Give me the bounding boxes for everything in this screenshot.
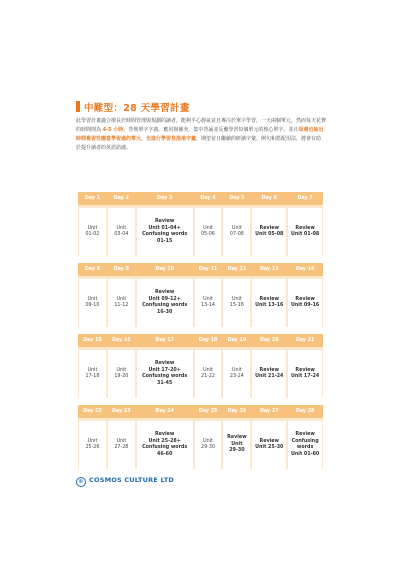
plan-title bbox=[76, 100, 190, 114]
day-task-cell: Unit 01-02 bbox=[79, 208, 106, 256]
day-header: Day 26 bbox=[227, 409, 247, 414]
day-header: Day 17 bbox=[155, 338, 174, 343]
day-header: Day 5 bbox=[229, 196, 245, 201]
week-task-row bbox=[78, 276, 323, 327]
day-task-cell: Review Unit 13-16 bbox=[252, 279, 286, 327]
week-header-row bbox=[78, 263, 323, 276]
day-task-cell: Unit 05-06 bbox=[195, 208, 222, 256]
intro-highlight-review: 每週也抽出時間複習性應當學習過的單元，也進行學習易混淆字彙 bbox=[76, 127, 324, 142]
week-task-row bbox=[78, 347, 323, 398]
day-header: Day 7 bbox=[297, 196, 313, 201]
day-header: Day 3 bbox=[157, 196, 173, 201]
week-block bbox=[78, 192, 323, 256]
day-task-cell: Unit 29-30 bbox=[195, 421, 222, 469]
day-task-cell: Unit 27-28 bbox=[108, 421, 135, 469]
day-header: Day 1 bbox=[84, 196, 101, 201]
intro-text-1: 此學習計畫適合擅長於時間管理與規劃的讀者，能夠平心靜氣並且專注於單字學習，一天兩個單元，然而每天花費的時間則為 bbox=[76, 118, 327, 133]
day-task-cell: Unit 11-12 bbox=[108, 279, 135, 327]
day-header: Day 24 bbox=[155, 409, 174, 414]
schedule-table bbox=[78, 192, 323, 476]
day-task-cell: Unit 09-10 bbox=[79, 279, 106, 327]
day-header: Day 22 bbox=[83, 409, 102, 414]
day-header: Day 12 bbox=[227, 267, 247, 272]
week-block bbox=[78, 334, 323, 398]
week-task-row bbox=[78, 418, 323, 469]
day-task-cell: Unit 07-08 bbox=[223, 208, 250, 256]
day-task-cell: Unit 15-16 bbox=[223, 279, 250, 327]
day-task-cell: Unit 03-04 bbox=[108, 208, 135, 256]
day-task-cell: Review Confusing words Unit 01-60 bbox=[288, 421, 322, 469]
day-header: Day 27 bbox=[259, 409, 279, 414]
week-header-row bbox=[78, 405, 323, 418]
publisher-footer bbox=[76, 476, 174, 487]
intro-paragraph bbox=[76, 117, 326, 153]
day-header: Day 19 bbox=[227, 338, 247, 343]
day-header: Day 23 bbox=[112, 409, 131, 414]
day-task-cell: Review Unit 29-30 bbox=[223, 421, 250, 469]
day-task-cell: Unit 19-20 bbox=[108, 350, 135, 398]
day-task-cell: Review Unit 01-04+ Confusing words 01-15 bbox=[137, 208, 193, 256]
day-task-cell: Unit 23-24 bbox=[223, 350, 250, 398]
day-task-cell: Review Unit 17-24 bbox=[288, 350, 322, 398]
day-task-cell: Review Unit 21-24 bbox=[252, 350, 286, 398]
day-task-cell: Review Unit 05-08 bbox=[252, 208, 286, 256]
day-header: Day 20 bbox=[259, 338, 279, 343]
day-header: Day 21 bbox=[295, 338, 315, 343]
copyright-icon: © bbox=[76, 477, 86, 487]
plan-title-text: 中難型：28 天學習計畫 bbox=[84, 103, 190, 114]
week-block bbox=[78, 405, 323, 469]
intro-text-3: ，期望並且繼續的研讀字彙、例句和搭配用法，將會有助於提升讀者的英語語感。 bbox=[76, 136, 322, 151]
publisher-name: COSMOS CULTURE LTD bbox=[89, 476, 174, 484]
week-block bbox=[78, 263, 323, 327]
day-header: Day 25 bbox=[198, 409, 218, 414]
day-header: Day 16 bbox=[112, 338, 131, 343]
title-accent-bar bbox=[76, 101, 80, 112]
day-header: Day 9 bbox=[113, 267, 129, 272]
week-header-row bbox=[78, 334, 323, 347]
week-header-row bbox=[78, 192, 323, 205]
day-header: Day 15 bbox=[83, 338, 102, 343]
intro-text-2: ，背熟單字字義、應用與補充，集中背誦並反覆學習每個單元的核心單字。並且 bbox=[123, 127, 299, 133]
day-header: Day 4 bbox=[200, 196, 216, 201]
day-header: Day 14 bbox=[295, 267, 315, 272]
intro-highlight-hours: 4-5 小時 bbox=[102, 127, 124, 133]
day-header: Day 13 bbox=[259, 267, 279, 272]
week-task-row bbox=[78, 205, 323, 256]
day-header: Day 8 bbox=[84, 267, 101, 272]
day-task-cell: Unit 17-18 bbox=[79, 350, 106, 398]
day-header: Day 2 bbox=[113, 196, 129, 201]
day-header: Day 11 bbox=[198, 267, 218, 272]
day-task-cell: Unit 25-26 bbox=[79, 421, 106, 469]
day-header: Day 18 bbox=[198, 338, 218, 343]
day-header: Day 6 bbox=[261, 196, 277, 201]
day-task-cell: Unit 13-14 bbox=[195, 279, 222, 327]
day-task-cell: Review Unit 25-28+ Confusing words 46-60 bbox=[137, 421, 193, 469]
day-task-cell: Review Unit 09-16 bbox=[288, 279, 322, 327]
day-task-cell: Review Unit 01-08 bbox=[288, 208, 322, 256]
day-task-cell: Review Unit 09-12+ Confusing words 16-30 bbox=[137, 279, 193, 327]
day-task-cell: Review Unit 25-30 bbox=[252, 421, 286, 469]
day-task-cell: Unit 21-22 bbox=[195, 350, 222, 398]
day-header: Day 28 bbox=[295, 409, 315, 414]
day-task-cell: Review Unit 17-20+ Confusing words 31-45 bbox=[137, 350, 193, 398]
day-header: Day 10 bbox=[155, 267, 174, 272]
